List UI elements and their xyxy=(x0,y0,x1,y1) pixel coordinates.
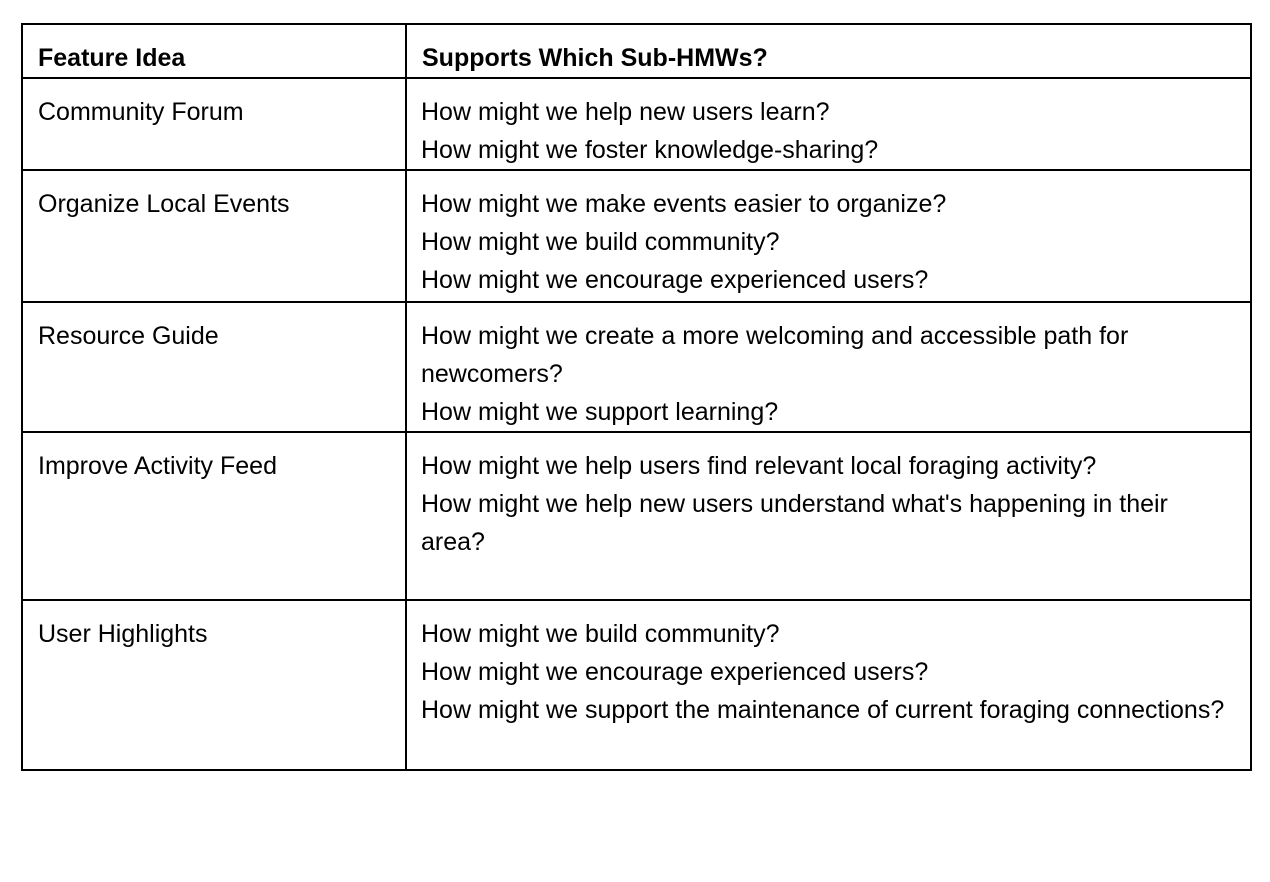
table-row xyxy=(22,600,1251,770)
table-header-row xyxy=(22,24,1251,78)
hmw-item: How might we foster knowledge-sharing? xyxy=(421,136,879,164)
hmw-item: How might we build community? xyxy=(421,228,780,256)
hmw-item: How might we build community? xyxy=(421,620,780,648)
hmw-item: How might we make events easier to organize? xyxy=(421,190,947,218)
table-row xyxy=(22,78,1251,170)
feature-cell: Improve Activity Feed xyxy=(22,432,406,600)
table-row xyxy=(22,170,1251,302)
hmw-item: How might we create a more welcoming and accessible path for newcomers? xyxy=(421,322,1129,388)
table-row xyxy=(22,302,1251,432)
feature-cell: User Highlights xyxy=(22,600,406,770)
feature-cell: Resource Guide xyxy=(22,302,406,432)
table-row xyxy=(22,432,1251,600)
feature-hmw-table xyxy=(21,23,1252,771)
header-feature-idea: Feature Idea xyxy=(22,24,406,78)
hmw-item: How might we help users find relevant local foraging activity? xyxy=(421,452,1097,480)
hmw-cell xyxy=(406,302,1251,432)
hmw-cell xyxy=(406,78,1251,170)
hmw-cell xyxy=(406,170,1251,302)
hmw-cell xyxy=(406,600,1251,770)
hmw-item: How might we help new users learn? xyxy=(421,98,830,126)
feature-cell: Community Forum xyxy=(22,78,406,170)
hmw-item: How might we support the maintenance of current foraging connections? xyxy=(421,696,1225,724)
hmw-item: How might we help new users understand what's happening in their area? xyxy=(421,490,1168,556)
hmw-item: How might we support learning? xyxy=(421,398,779,426)
feature-cell: Organize Local Events xyxy=(22,170,406,302)
header-supports-sub-hmws: Supports Which Sub-HMWs? xyxy=(406,24,1251,78)
hmw-item: How might we encourage experienced users? xyxy=(421,658,929,686)
hmw-cell xyxy=(406,432,1251,600)
hmw-item: How might we encourage experienced users? xyxy=(421,266,929,294)
